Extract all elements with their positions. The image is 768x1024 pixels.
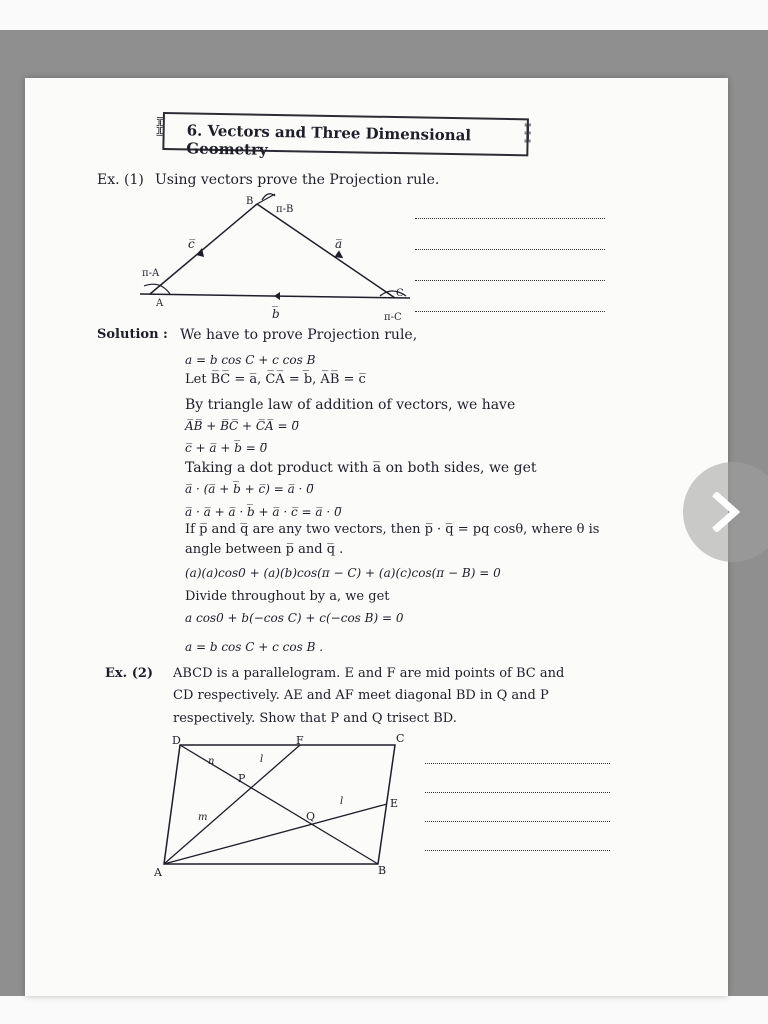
solution-line-3: By triangle law of addition of vectors, we have <box>185 397 516 413</box>
solution-line-14: a = b cos C + c cos B . <box>185 640 324 654</box>
solution-line-11: (a)(a)cos0 + (a)(b)cos(π − C) + (a)(c)cos(π − B) = 0 <box>185 566 501 580</box>
vertex-b: B <box>246 196 254 207</box>
ex2-question-line-0: ABCD is a parallelogram. E and F are mid points of BC and <box>173 666 565 681</box>
answer-line-2 <box>415 249 605 250</box>
label-a: A <box>154 866 162 879</box>
label-c: C <box>396 732 405 745</box>
triangle-figure <box>130 190 420 330</box>
label-f: F <box>296 734 304 747</box>
angle-c: π-C <box>384 312 402 323</box>
answer-line-3 <box>415 280 605 281</box>
solution-label: Solution : <box>97 327 168 342</box>
solution-line-2: Let B̅C̅ = a̅, C̅A̅ = b̅, A̅B̅ = c̅ <box>185 372 366 387</box>
arc-a-icon <box>144 284 170 294</box>
side-a-line <box>257 204 395 298</box>
chapter-title: 6. Vectors and Three Dimensional Geometry <box>186 121 472 159</box>
answer-line-5 <box>425 763 610 764</box>
label-e: E <box>390 797 399 810</box>
ex2-question-line-2: respectively. Show that P and Q trisect BD. <box>173 711 457 726</box>
vertex-c: C <box>396 288 404 299</box>
parallelogram-figure <box>150 732 420 882</box>
label-m: m <box>198 812 208 823</box>
answer-line-1 <box>415 218 605 219</box>
solution-line-12: Divide throughout by a, we get <box>185 589 390 604</box>
ex2-question-line-1: CD respectively. AE and AF meet diagonal BD in Q and P <box>173 688 549 703</box>
solution-line-9: If p̅ and q̅ are any two vectors, then p̅ · q̅ = pq cosθ, where θ is <box>185 522 600 537</box>
ex1-label-text: Ex. (1) <box>97 172 144 188</box>
answer-line-4 <box>415 311 605 312</box>
answer-line-8 <box>425 850 610 851</box>
solution-line-5: c̅ + a̅ + b̅ = 0̅ <box>185 441 268 455</box>
title-ornament-left-icon: ╦ ╬ ╩ <box>156 113 163 141</box>
solution-line-0: We have to prove Projection rule, <box>180 327 418 343</box>
solution-line-1: a = b cos C + c cos B <box>185 353 316 367</box>
ex1-question: Using vectors prove the Projection rule. <box>155 172 440 188</box>
solution-line-10: angle between p̅ and q̅ . <box>185 542 344 557</box>
chapter-title-box <box>156 112 531 159</box>
angle-a: π-A <box>142 268 160 279</box>
arc-b-icon <box>262 194 275 200</box>
vector-c-label: c̅ <box>188 237 195 251</box>
vector-b-label: b̅ <box>272 307 280 321</box>
solution-line-7: a̅ · (a̅ + b̅ + c̅) = a̅ · 0̅ <box>185 482 314 496</box>
label-p: P <box>238 772 246 785</box>
arrow-b-icon <box>274 292 280 300</box>
vertex-a: A <box>156 298 164 309</box>
label-b: B <box>378 864 387 877</box>
label-n: n <box>208 756 215 767</box>
label-q: Q <box>306 810 316 823</box>
solution-line-8: a̅ · a̅ + a̅ · b̅ + a̅ · c̅ = a̅ · 0̅ <box>185 505 342 519</box>
side-c-line <box>150 204 257 294</box>
solution-line-13: a cos0 + b(−cos C) + c(−cos B) = 0 <box>185 611 404 625</box>
label-l-mid: l <box>340 796 344 807</box>
solution-line-6: Taking a dot product with a̅ on both sides, we get <box>185 460 537 476</box>
solution-line-4: A̅B̅ + B̅C̅ + C̅A̅ = 0̅ <box>185 419 300 433</box>
title-ornament-right-icon: ╦ ╬ ╩ <box>524 120 531 148</box>
bottom-bar <box>0 996 768 1024</box>
answer-line-7 <box>425 821 610 822</box>
top-bar <box>0 0 768 30</box>
label-d: D <box>172 734 181 747</box>
ex2-label: Ex. (2) <box>105 666 154 681</box>
answer-line-6 <box>425 792 610 793</box>
vector-a-label: a̅ <box>335 237 343 251</box>
label-l-top: l <box>260 754 264 765</box>
angle-b: π-B <box>276 204 294 215</box>
chevron-right-icon <box>711 492 745 532</box>
ex1-label <box>97 172 144 188</box>
